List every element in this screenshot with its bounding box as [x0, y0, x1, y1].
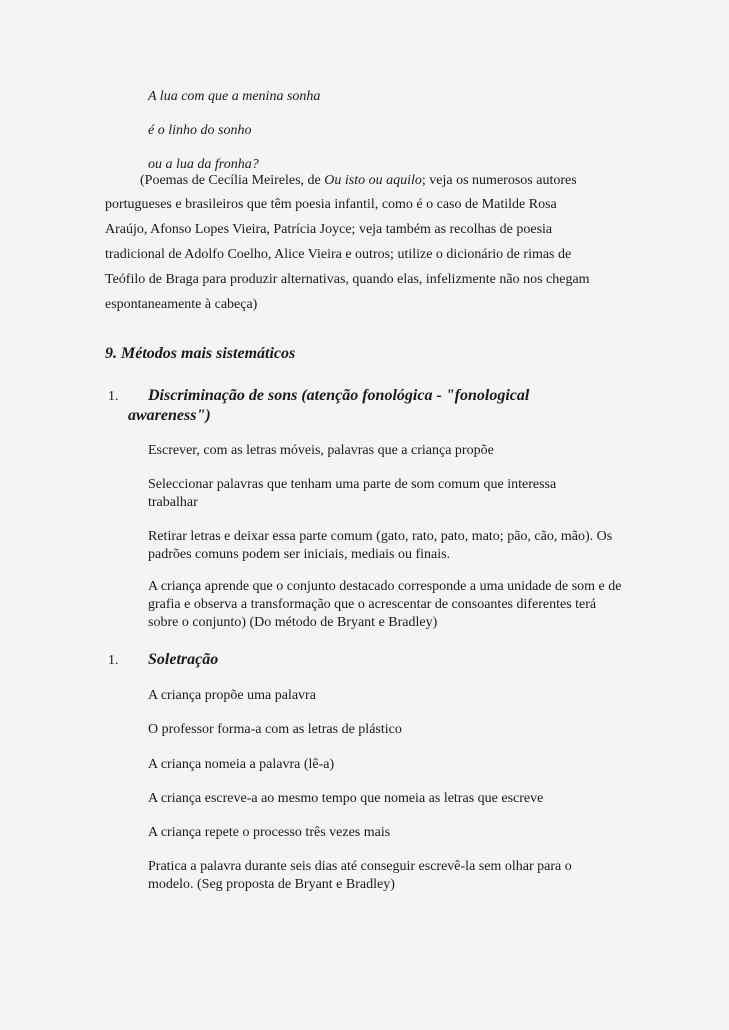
item2-step-4: A criança escreve-a ao mesmo tempo que nomeia as letras que escreve [148, 791, 544, 806]
paragraph-line-1-pre: (Poemas de Cecília Meireles, de [140, 173, 325, 188]
item2-step-2: O professor forma-a com as letras de plástico [148, 722, 402, 737]
item1-number: 1. [108, 389, 119, 404]
paragraph-line-1-post: ; veja os numerosos autores [421, 173, 577, 188]
paragraph-line-2: portugueses e brasileiros que têm poesia infantil, como é o caso de Matilde Rosa [105, 197, 557, 212]
section-title: 9. Métodos mais sistemáticos [105, 345, 296, 362]
item1-step-3: Retirar letras e deixar essa parte comum (gato, rato, pato, mato; pão, cão, mão). Os padrões comuns podem ser iniciais, mediais ou finais. [148, 529, 613, 562]
paragraph-line-6: espontaneamente à cabeça) [105, 297, 258, 312]
item1-step-2: Seleccionar palavras que tenham uma parte de som comum que interessa trabalhar [148, 477, 557, 510]
paragraph-line-1 [140, 173, 577, 189]
poem-line-3: ou a lua da fronha? [148, 157, 259, 172]
paragraph-line-5: Teófilo de Braga para produzir alternativas, quando elas, infelizmente não nos chegam [105, 272, 590, 287]
item1-heading-line-2: awareness") [128, 407, 211, 424]
item1-step-1: Escrever, com as letras móveis, palavras que a criança propõe [148, 443, 494, 458]
book-title: Ou isto ou aquilo [324, 173, 422, 188]
paragraph-line-3: Araújo, Afonso Lopes Vieira, Patrícia Joyce; veja também as recolhas de poesia [105, 222, 553, 237]
poem-line-1: A lua com que a menina sonha [148, 89, 321, 104]
item2-step-1: A criança propõe uma palavra [148, 688, 316, 703]
item2-heading: Soletração [148, 651, 219, 668]
item1-step-4: A criança aprende que o conjunto destacado corresponde a uma unidade de som e de grafia e observa a transformação que o acrescentar de consoantes diferentes terá sobre o conjunto) (Do método de Bryant e Bradley) [148, 579, 622, 630]
paragraph-line-4: tradicional de Adolfo Coelho, Alice Vieira e outros; utilize o dicionário de rimas de [105, 247, 572, 262]
item2-step-5: A criança repete o processo três vezes mais [148, 825, 391, 840]
poem-line-2: é o linho do sonho [148, 123, 252, 138]
item2-number: 1. [108, 653, 119, 668]
item1-heading-line-1: Discriminação de sons (atenção fonológica - "fonological [148, 387, 530, 404]
item2-step-6: Pratica a palavra durante seis dias até conseguir escrevê-la sem olhar para o modelo. (Seg proposta de Bryant e Bradley) [148, 859, 572, 892]
item2-step-3: A criança nomeia a palavra (lê-a) [148, 757, 335, 772]
